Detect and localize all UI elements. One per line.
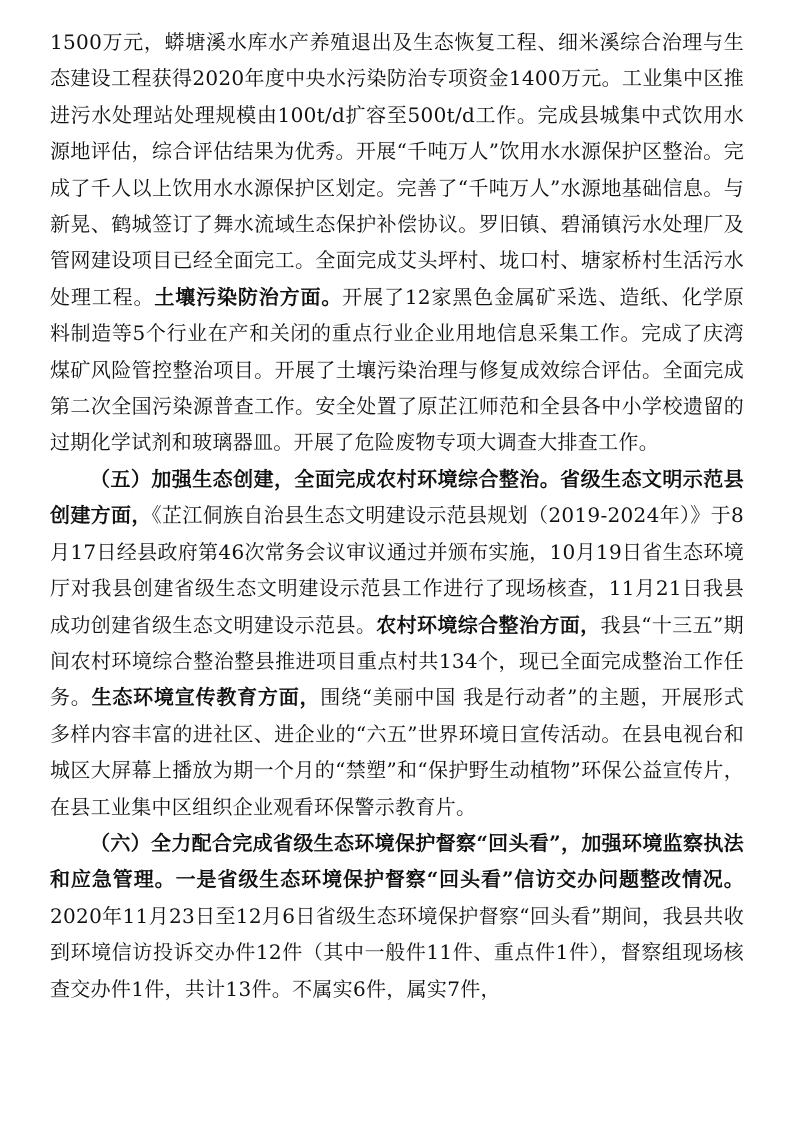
document-body <box>50 24 744 1007</box>
heading-section-5: （五）加强生态创建，全面完成农村环境综合整治。省级生态文明示范县创建方面， <box>50 466 744 528</box>
paragraph-section-6 <box>50 825 744 1007</box>
paragraph-section-5 <box>50 461 744 825</box>
heading-soil-pollution: 土壤污染防治方面。 <box>154 284 343 309</box>
heading-rural-environment: 农村环境综合整治方面， <box>376 612 601 637</box>
text-run: 2020年11月23日至12月6日省级生态环境保护督察“回头看”期间，我县共收到环境信访投诉交办件12件（其中一般件11件、重点件1件），督察组现场核查交办件1件，共计13件。不属实6件，属实7件， <box>50 903 744 1001</box>
text-run: 我县“十三五”期间农村环境综合整治整县推进项目重点村共134个，现已全面完成整治工作任务。 <box>50 612 744 710</box>
text-run: 《芷江侗族自治县生态文明建设示范县规划（2019-2024年）》于8月17日经县政府第46次常务会议审议通过并颁布实施，10月19日省生态环境厅对我县创建省级生态文明建设示范县工作进行了现场核查，11月21日我县成功创建省级生态文明建设示范县。 <box>50 503 744 637</box>
paragraph-water-soil <box>50 24 744 461</box>
text-run: 开展了12家黑色金属矿采选、造纸、化学原料制造等5个行业在产和关闭的重点行业企业用地信息采集工作。完成了庆湾煤矿风险管控整治项目。开展了土壤污染治理与修复成效综合评估。全面完成第二次全国污染源普查工作。安全处置了原芷江师范和全县各中小学校遗留的过期化学试剂和玻璃器皿。开展了危险废物专项大调查大排查工作。 <box>50 284 745 455</box>
heading-section-6: （六）全力配合完成省级生态环境保护督察“回头看”，加强环境监察执法和应急管理。一是省级生态环境保护督察“回头看”信访交办问题整改情况。 <box>50 830 744 892</box>
text-run: 围绕“美丽中国 我是行动者”的主题，开展形式多样内容丰富的进社区、进企业的“六五”世界环境日宣传活动。在县电视台和城区大屏幕上播放为期一个月的“禁塑”和“保护野生动植物”环保公益宣传片，在县工业集中区组织企业观看环保警示教育片。 <box>50 685 745 819</box>
text-run: 1500万元，蟒塘溪水库水产养殖退出及生态恢复工程、细米溪综合治理与生态建设工程获得2020年度中央水污染防治专项资金1400万元。工业集中区推进污水处理站处理规模由100t/d扩容至500t/d工作。完成县城集中式饮用水源地评估，综合评估结果为优秀。开展“千吨万人”饮用水水源保护区整治。完成了千人以上饮用水水源保护区划定。完善了“千吨万人”水源地基础信息。与新晃、鹤城签订了舞水流域生态保护补偿协议。罗旧镇、碧涌镇污水处理厂及管网建设项目已经全面完工。全面完成艾头坪村、垅口村、塘家桥村生活污水处理工程。 <box>50 30 744 309</box>
heading-publicity-education: 生态环境宣传教育方面， <box>91 685 321 710</box>
